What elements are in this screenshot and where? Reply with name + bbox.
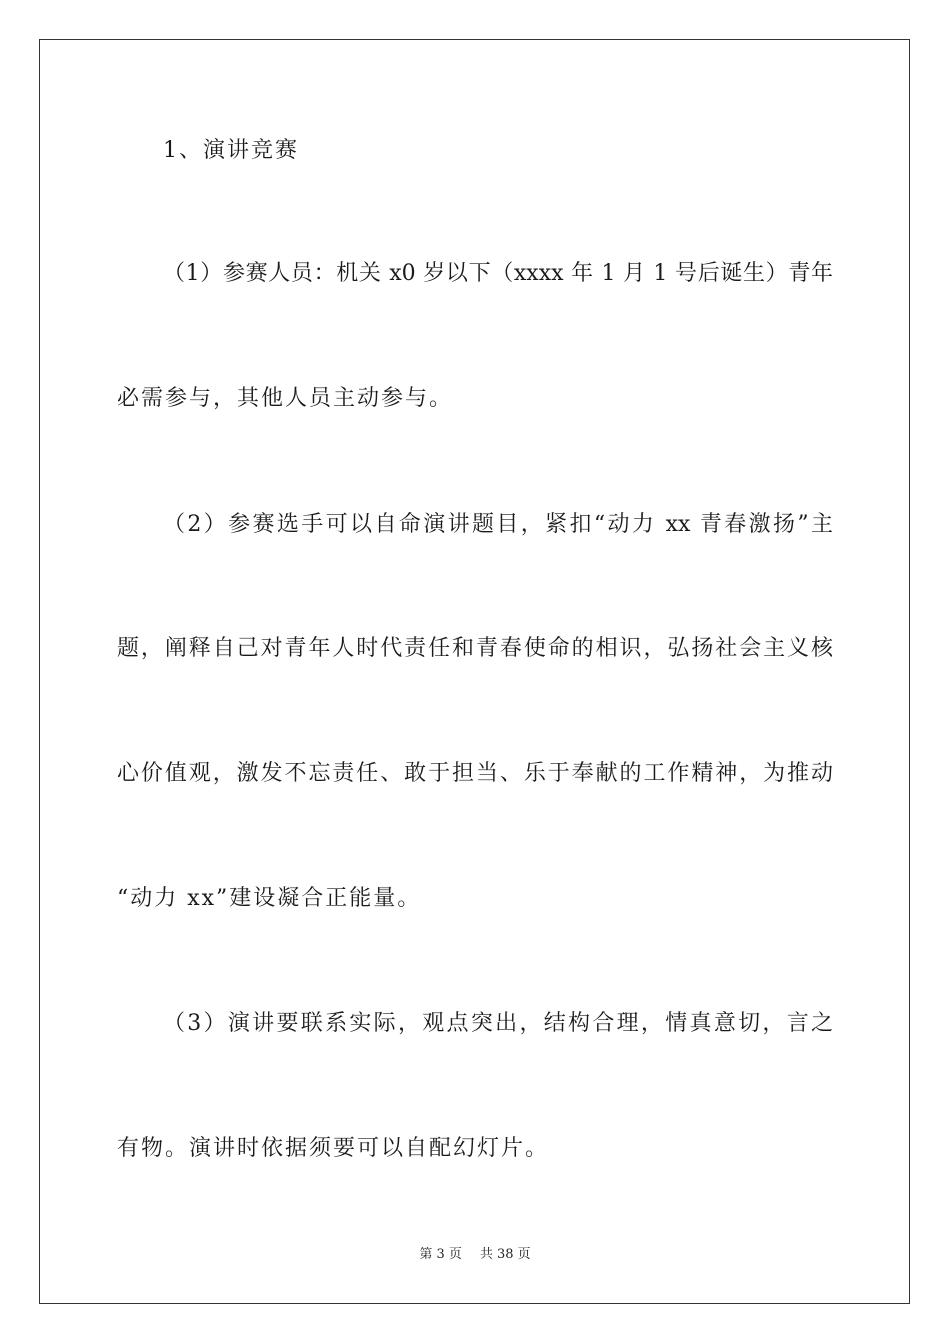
paragraph-line: “动力 xx”建设凝合正能量。: [117, 886, 422, 911]
paragraph-line: （1）参赛人员：机关 x0 岁以下（xxxx 年 1 月 1 号后诞生）青年: [163, 261, 833, 286]
page-footer: [0, 1246, 950, 1264]
section-heading: 1、演讲竞赛: [163, 138, 299, 163]
page-border: [39, 39, 910, 1304]
paragraph-line: （3）演讲要联系实际，观点突出，结构合理，情真意切，言之: [163, 1011, 833, 1036]
paragraph-line: 必需参与，其他人员主动参与。: [117, 386, 454, 411]
paragraph-line: 心价值观，激发不忘责任、敢于担当、乐于奉献的工作精神，为推动: [117, 761, 833, 786]
paragraph-line: 题，阐释自己对青年人时代责任和青春使命的相识，弘扬社会主义核: [117, 636, 833, 661]
paragraph-line: （2）参赛选手可以自命演讲题目，紧扣“动力 xx 青春激扬”主: [163, 512, 833, 537]
paragraph-line: 有物。演讲时依据须要可以自配幻灯片。: [117, 1136, 550, 1161]
page-number: 第 3 页: [419, 1247, 462, 1262]
page-total: 共 38 页: [479, 1247, 531, 1262]
